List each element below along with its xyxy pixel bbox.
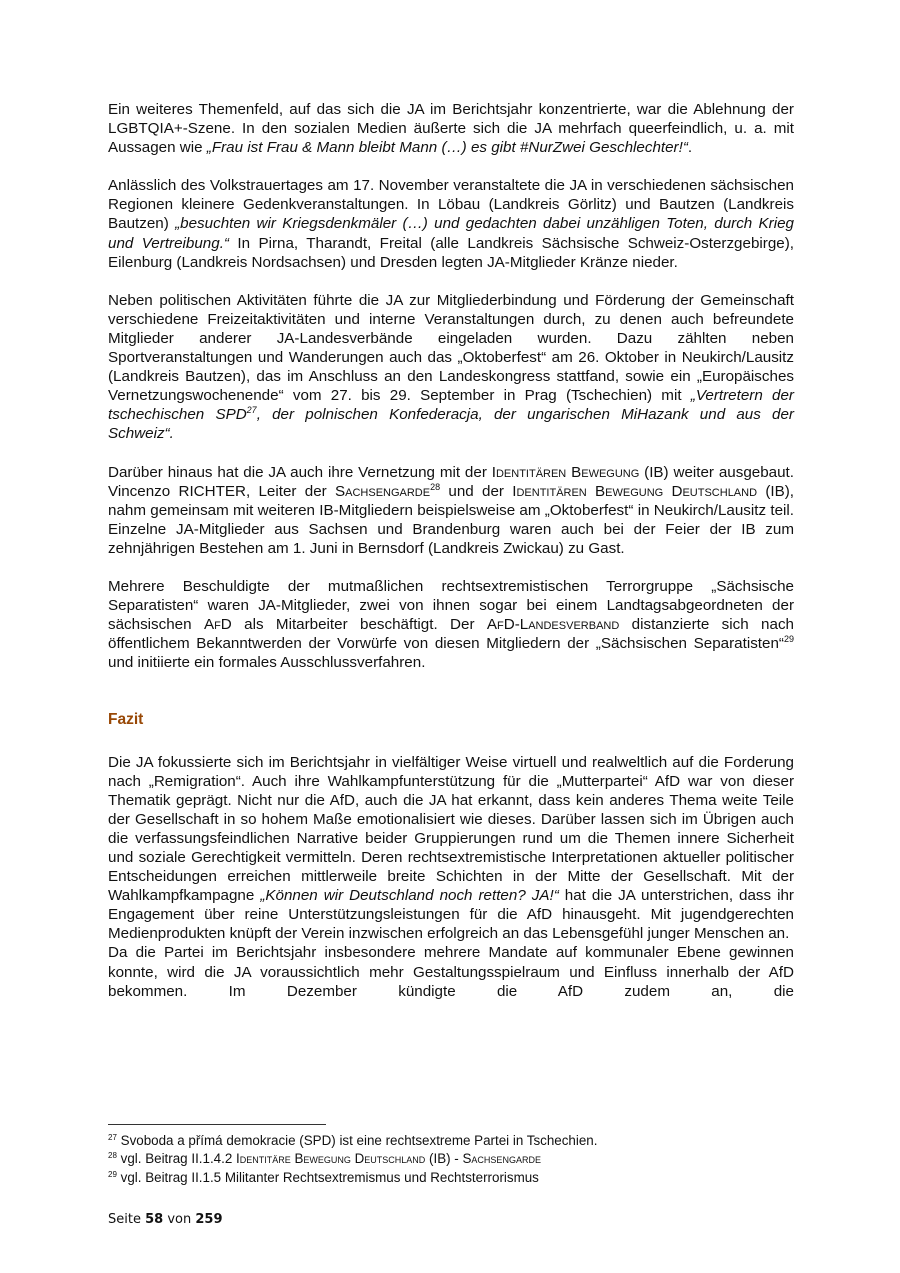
total-pages: 259	[195, 1212, 223, 1227]
paragraph-text: hat die JA unterstrichen, dass ihr Engagement über reine Unterstützungsleistungen für die AfD hinausgeht. Mit jugendgerechten Medienprodukten knüpft der Verein inzwischen erfolgreich an das Lebensgefühl junger Menschen an.	[108, 887, 794, 943]
footnote-text: vgl. Beitrag II.1.5 Militanter Rechtsextremismus und Rechtsterrorismus	[120, 1169, 539, 1185]
paragraph-volkstrauertag	[108, 176, 794, 271]
paragraph-text: Die JA fokussierte sich im Berichtsjahr in vielfältiger Weise virtuell und realweltlich auf die Forderung nach „Remigration“. Auch ihre Wahlkampfunterstützung für die „Mutterpartei“ AfD war von dieser Thematik geprägt. Nicht nur die AfD, auch die JA hat erkannt, dass kein anderes Thema weite Teile der Gesellschaft in so hohem Maße emotionalisiert wie dieses. Darüber lassen sich im Übrigen auch die verfassungsfeindlichen Narrative beider Gruppierungen rund um die Themen innere Sicherheit und soziale Gerechtigkeit vermitteln. Deren rechtsextremistische Interpretationen aktueller politischer Entscheidungen erreichen mittlerweile breite Schichten in der Mitte der Gesellschaft. Mit der Wahlkampfkampagne	[108, 753, 794, 905]
org-name: Identitären Bewegung	[491, 463, 640, 481]
org-name: Identitäre Bewegung Deutschland	[236, 1151, 426, 1167]
footnote-text: (IB) -	[425, 1151, 463, 1167]
footnote-ref-27[interactable]: 27	[246, 405, 257, 416]
document-page	[108, 100, 794, 1001]
org-name: Sachsengarde	[462, 1151, 541, 1167]
quote: „Frau ist Frau & Mann bleibt Mann (…) es gibt #NurZwei Geschlechter!“	[206, 139, 688, 157]
org-name: Identitären Bewegung Deutschland	[512, 482, 758, 500]
page-number	[108, 1212, 223, 1227]
paragraph-text: Mehrere Beschuldigte der mutmaßlichen rechtsextremistischen Terrorgruppe „Sächsische Separatisten“ waren JA-Mitglieder, zwei von ihnen sogar bei einem Landtagsabgeordneten der sächsischen	[108, 577, 794, 634]
page-label: Seite	[108, 1212, 141, 1227]
footnote-28	[108, 1150, 808, 1168]
section-heading-fazit: Fazit	[108, 711, 144, 729]
footnote-text: vgl. Beitrag II.1.4.2	[120, 1151, 237, 1167]
footnote-number: 27	[108, 1133, 117, 1142]
footnote-text: Svoboda a přímá demokracie (SPD) ist eine rechtsextreme Partei in Tschechien.	[120, 1133, 598, 1148]
paragraph-text: (IB) weiter ausgebaut. Vincenzo RICHTER, Leiter der	[108, 463, 794, 500]
footnote-ref-28[interactable]: 28	[430, 481, 441, 492]
paragraph-mandate: Da die Partei im Berichtsjahr insbesondere mehrere Mandate auf kommunaler Ebene gewinnen konnte, wird die JA voraussichtlich mehr Gestaltungsspielraum und Einfluss innerhalb der AfD bekommen. Im Dezember kündigte die AfD zudem an, die	[108, 944, 794, 1000]
paragraph-text: Neben politischen Aktivitäten führte die JA zur Mitgliederbindung und Förderung der Gemeinschaft verschiedene Freizeitaktivitäten und interne Veranstaltungen durch, zu denen auch befreundete Mitglieder anderer JA-Landesverbände eingeladen wurden. Dazu zählten neben Sportveranstaltungen und Wanderungen auch das „Oktoberfest“ am 26. Oktober in Neukirch/Lausitz (Landkreis Bautzen), das im Anschluss an den Landeskongress stattfand, sowie ein „Europäisches Vernetzungswochenende“ vom 27. bis 29. September in Prag (Tschechien) mit	[108, 291, 794, 405]
footnote-number: 28	[108, 1151, 117, 1161]
org-name: AfD-Landesverband	[486, 616, 620, 634]
footnotes	[108, 1132, 808, 1187]
paragraph-text: und initiierte ein formales Ausschlussverfahren.	[108, 654, 426, 672]
paragraph-text: und der	[440, 482, 513, 500]
footnote-27	[108, 1132, 808, 1150]
paragraph-text: Darüber hinaus hat die JA auch ihre Vernetzung mit der	[108, 463, 492, 481]
paragraph-freizeit	[108, 291, 794, 444]
quote: „Können wir Deutschland noch retten? JA!“	[260, 887, 559, 905]
paragraph-text: Ein weiteres Themenfeld, auf das sich die JA im Berichtsjahr konzentrierte, war die Ablehnung der LGBTQIA+-Szene. In den sozialen Medien äußerte sich die JA mehrfach queerfeindlich, u. a. mit Aussagen wie	[108, 101, 794, 157]
quote: „besuchten wir Kriegsdenkmäler (…) und gedachten dabei unzähligen Toten, durch Krieg und Vertreibung.“	[108, 215, 795, 252]
quote-part: , der polnischen Konfederacja, der ungarischen MiHazank und aus der Schweiz“.	[108, 406, 794, 443]
quote-part: „Vertretern der tschechischen SPD	[108, 387, 794, 424]
footnote-29	[108, 1169, 808, 1187]
paragraph-lgbtqia	[108, 100, 794, 157]
paragraph-text: (IB), nahm gemeinsam mit weiteren IB-Mitgliedern beispielsweise am „Oktoberfest“ in Neukirch/Lausitz teil. Einzelne JA-Mitglieder aus Sachsen und Brandenburg waren auch bei der Feier der IB zum zehnjährigen Bestehen am 1. Juni in Bernsdorf (Landkreis Zwickau) zu Gast.	[108, 482, 795, 557]
paragraph-fazit	[108, 753, 794, 944]
footnote-number: 29	[108, 1169, 117, 1179]
footnote-divider	[108, 1124, 326, 1125]
paragraph-text: als Mitarbeiter beschäftigt. Der	[231, 616, 487, 634]
paragraph-text: In Pirna, Tharandt, Freital (alle Landkreis Sächsische Schweiz-Osterzgebirge), Eilenburg (Landkreis Nordsachsen) und Dresden legten JA-Mitglieder Kränze nieder.	[108, 234, 794, 271]
current-page: 58	[145, 1212, 164, 1227]
paragraph-text: .	[687, 139, 693, 157]
footnote-ref-29[interactable]: 29	[783, 634, 794, 645]
org-name: Sachsengarde	[335, 482, 431, 500]
paragraph-separatisten	[108, 577, 794, 672]
page-separator: von	[167, 1212, 192, 1227]
paragraph-text: distanzierte sich nach öffentlichem Bekanntwerden der Vorwürfe von diesen Mitgliedern der „Sächsischen Separatisten“	[108, 616, 794, 653]
org-name: AfD	[203, 616, 232, 634]
paragraph-text: Anlässlich des Volkstrauertages am 17. November veranstaltete die JA in verschiedenen sächsischen Regionen kleinere Gedenkveranstaltungen. In Löbau (Landkreis Görlitz) und Bautzen (Landkreis Bautzen)	[108, 177, 794, 233]
paragraph-vernetzung	[108, 463, 794, 558]
